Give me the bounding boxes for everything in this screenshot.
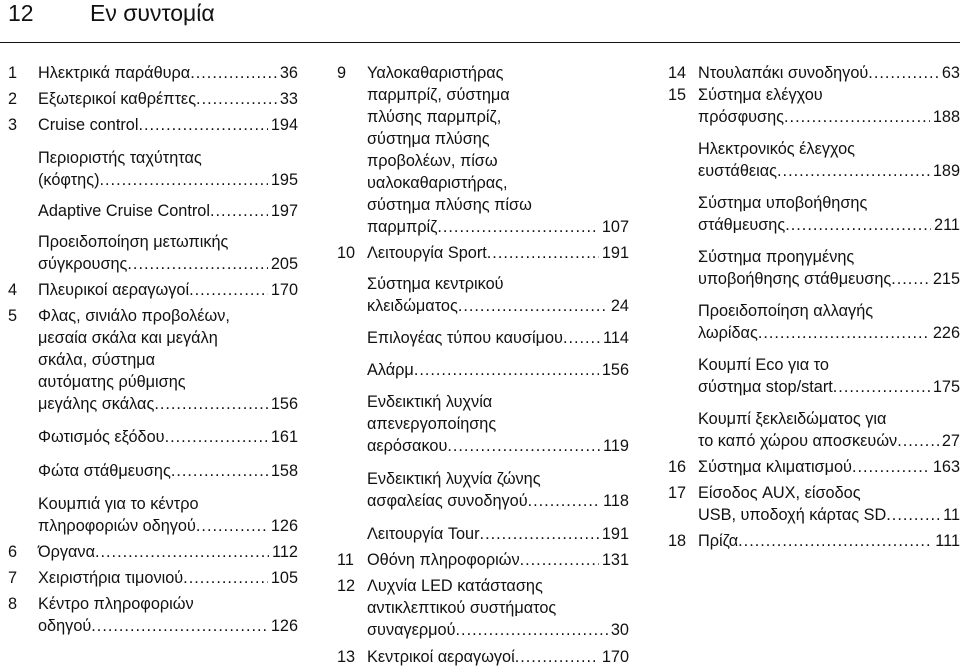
entry-text: κλειδώματος xyxy=(367,297,458,315)
entry-text-line: αυτόματης ρύθμισης xyxy=(38,373,186,391)
page-reference: 170 xyxy=(270,281,298,299)
entry-last-line xyxy=(38,393,298,415)
entry-text-line: μεσαία σκάλα και μεγάλη xyxy=(38,329,218,347)
entry-text-line: απενεργοποίησης xyxy=(367,415,497,433)
item-number: 7 xyxy=(8,569,18,587)
dot-leader xyxy=(784,106,930,128)
page-reference: 170 xyxy=(601,648,629,666)
dot-leader xyxy=(138,114,267,136)
page-reference: 131 xyxy=(601,551,629,569)
index-entry xyxy=(668,84,960,128)
entry-text: Λειτουργία Sport xyxy=(367,244,487,262)
page-reference: 24 xyxy=(610,297,629,315)
dot-leader xyxy=(91,615,268,637)
page-reference: 126 xyxy=(270,517,298,535)
dot-leader xyxy=(897,430,939,452)
index-entry xyxy=(8,305,298,415)
index-entry xyxy=(668,62,960,84)
dot-leader xyxy=(154,393,268,415)
entry-text-line: Σύστημα προηγμένης xyxy=(698,248,855,266)
entry-text: το καπό χώρου αποσκευών xyxy=(698,432,898,450)
dot-leader xyxy=(515,646,599,668)
entry-last-line xyxy=(367,490,629,512)
page-reference: 112 xyxy=(272,543,298,561)
section-title: Εν συντομία xyxy=(90,0,215,26)
entry-text-line: Προειδοποίηση αλλαγής xyxy=(698,302,874,320)
index-column-3 xyxy=(668,62,960,552)
page-reference: 194 xyxy=(270,116,298,134)
entry-text: Κεντρικοί αεραγωγοί xyxy=(367,648,515,666)
entry-last-line xyxy=(367,646,629,668)
entry-last-line xyxy=(698,62,960,84)
item-number: 2 xyxy=(8,90,18,108)
index-entry xyxy=(8,279,298,301)
index-entry xyxy=(8,493,298,537)
entry-last-line xyxy=(38,169,298,191)
page-reference: 156 xyxy=(270,395,298,413)
page-header xyxy=(0,0,960,44)
entry-text: Αλάρμ xyxy=(367,361,414,379)
item-number: 15 xyxy=(668,86,687,104)
entry-text: πληροφοριών οδηγού xyxy=(38,517,196,535)
index-entry xyxy=(668,138,960,182)
entry-text: Adaptive Cruise Control xyxy=(38,202,210,220)
page-reference: 126 xyxy=(270,617,298,635)
index-entry xyxy=(8,231,298,275)
index-column-1 xyxy=(8,62,298,637)
item-number: 10 xyxy=(337,244,356,262)
page-reference: 188 xyxy=(932,108,960,126)
item-number: 3 xyxy=(8,116,18,134)
index-entry xyxy=(8,567,298,589)
entry-last-line xyxy=(698,160,960,182)
entry-last-line xyxy=(367,295,629,317)
entry-last-line xyxy=(698,214,960,236)
index-entry xyxy=(337,549,629,571)
index-entry xyxy=(337,646,629,668)
index-entry xyxy=(337,327,629,349)
dot-leader xyxy=(447,435,600,457)
entry-last-line xyxy=(367,327,629,349)
dot-leader xyxy=(196,515,268,537)
entry-text-line: Φλας, σινιάλο προβολέων, xyxy=(38,307,230,325)
item-number: 18 xyxy=(668,532,687,550)
page-reference: 158 xyxy=(270,462,298,480)
entry-text: Φώτα στάθμευσης xyxy=(38,462,171,480)
dot-leader xyxy=(563,327,600,349)
page-reference: 36 xyxy=(279,64,298,82)
index-entry xyxy=(337,242,629,264)
dot-leader xyxy=(758,322,930,344)
page-reference: 30 xyxy=(610,621,629,639)
entry-last-line xyxy=(38,460,298,482)
entry-text: Όργανα xyxy=(38,543,95,561)
entry-text: σύγκρουσης xyxy=(38,255,128,273)
entry-text: Φωτισμός εξόδου xyxy=(38,428,165,446)
entry-text: Ντουλαπάκι συνοδηγού xyxy=(698,64,869,82)
entry-text-line: Υαλοκαθαριστήρας xyxy=(367,64,504,82)
page-reference: 105 xyxy=(270,569,298,587)
item-number: 6 xyxy=(8,543,18,561)
entry-text: Εξωτερικοί καθρέπτες xyxy=(38,90,197,108)
dot-leader xyxy=(480,523,599,545)
entry-last-line xyxy=(38,541,298,563)
page-reference: 163 xyxy=(932,458,960,476)
entry-text-line: Περιοριστής ταχύτητας xyxy=(38,149,202,167)
entry-last-line xyxy=(38,567,298,589)
entry-text-line: σύστημα πλύσης xyxy=(367,130,490,148)
dot-leader xyxy=(777,160,930,182)
header-rule xyxy=(0,42,960,43)
dot-leader xyxy=(458,295,608,317)
entry-text-line: Κουμπί Eco για το xyxy=(698,356,829,374)
index-entry xyxy=(337,523,629,545)
entry-text: Λειτουργία Tour xyxy=(367,525,480,543)
page-reference: 191 xyxy=(601,244,629,262)
entry-last-line xyxy=(367,242,629,264)
page-reference: 215 xyxy=(932,270,960,288)
dot-leader xyxy=(95,541,269,563)
dot-leader xyxy=(520,549,599,571)
entry-last-line xyxy=(698,106,960,128)
dot-leader xyxy=(100,169,268,191)
dot-leader xyxy=(171,460,268,482)
index-entry xyxy=(8,62,298,84)
entry-last-line xyxy=(698,530,960,552)
page-number: 12 xyxy=(8,0,34,26)
page-reference: 191 xyxy=(601,525,629,543)
entry-last-line xyxy=(38,62,298,84)
index-entry xyxy=(337,359,629,381)
dot-leader xyxy=(210,200,268,222)
entry-text: Cruise control xyxy=(38,116,139,134)
item-number: 5 xyxy=(8,307,18,325)
page-reference: 119 xyxy=(603,437,629,455)
entry-text: μεγάλης σκάλας xyxy=(38,395,155,413)
page-reference: 118 xyxy=(603,492,629,510)
entry-text-line: Ενδεικτική λυχνία ζώνης xyxy=(367,470,541,488)
item-number: 1 xyxy=(8,64,18,82)
page-reference: 211 xyxy=(934,216,960,234)
entry-text-line: Λυχνία LED κατάστασης xyxy=(367,577,543,595)
item-number: 9 xyxy=(337,64,347,82)
page-reference: 33 xyxy=(279,90,298,108)
item-number: 13 xyxy=(337,648,356,666)
dot-leader xyxy=(886,504,940,526)
entry-last-line xyxy=(367,435,629,457)
entry-text: ασφαλείας συνοδηγού xyxy=(367,492,528,510)
entry-text-line: Είσοδος AUX, είσοδος xyxy=(698,484,861,502)
dot-leader xyxy=(196,88,277,110)
entry-text-line: Σύστημα υποβοήθησης xyxy=(698,194,868,212)
index-entry xyxy=(8,88,298,110)
index-entry xyxy=(337,391,629,457)
page-reference: 114 xyxy=(603,329,629,347)
index-entry xyxy=(668,408,960,452)
dot-leader xyxy=(487,242,599,264)
entry-last-line xyxy=(698,504,960,526)
entry-last-line xyxy=(38,88,298,110)
entry-text-line: πλύσης παρμπρίζ, xyxy=(367,108,502,126)
dot-leader xyxy=(414,359,599,381)
page-reference: 226 xyxy=(932,324,960,342)
entry-last-line xyxy=(38,615,298,637)
entry-text-line: αντικλεπτικού συστήματος xyxy=(367,599,557,617)
page-reference: 156 xyxy=(601,361,629,379)
dot-leader xyxy=(738,530,932,552)
entry-last-line xyxy=(38,279,298,301)
entry-last-line xyxy=(38,114,298,136)
index-column-2 xyxy=(337,62,629,668)
index-entry xyxy=(668,482,960,526)
index-entry xyxy=(668,530,960,552)
dot-leader xyxy=(852,456,930,478)
page-reference: 197 xyxy=(270,202,298,220)
index-entry xyxy=(8,541,298,563)
entry-text: στάθμευσης xyxy=(698,216,786,234)
entry-text-line: Προειδοποίηση μετωπικής xyxy=(38,233,229,251)
dot-leader xyxy=(190,62,277,84)
index-entry xyxy=(337,273,629,317)
item-number: 16 xyxy=(668,458,687,476)
entry-last-line xyxy=(367,359,629,381)
entry-text: αερόσακου xyxy=(367,437,448,455)
entry-text: λωρίδας xyxy=(698,324,758,342)
entry-last-line xyxy=(38,200,298,222)
index-entry xyxy=(8,460,298,482)
entry-text-line: Σύστημα ελέγχου xyxy=(698,86,823,104)
page-reference: 63 xyxy=(941,64,960,82)
entry-text: Σύστημα κλιματισμού xyxy=(698,458,852,476)
item-number: 11 xyxy=(337,551,354,569)
item-number: 14 xyxy=(668,64,687,82)
entry-text-line: Ενδεικτική λυχνία xyxy=(367,393,493,411)
entry-last-line xyxy=(38,253,298,275)
entry-last-line xyxy=(367,619,629,641)
dot-leader xyxy=(189,279,268,301)
index-entry xyxy=(8,114,298,136)
index-entry xyxy=(668,354,960,398)
entry-last-line xyxy=(698,322,960,344)
dot-leader xyxy=(437,216,598,238)
entry-text: ευστάθειας xyxy=(698,162,778,180)
entry-text: Ηλεκτρικά παράθυρα xyxy=(38,64,191,82)
page-reference: 11 xyxy=(943,506,960,524)
index-entry xyxy=(8,426,298,448)
entry-text: παρμπρίζ xyxy=(367,218,438,236)
index-entry xyxy=(668,300,960,344)
index-entry xyxy=(668,192,960,236)
entry-text: οδηγού xyxy=(38,617,92,635)
dot-leader xyxy=(456,619,608,641)
dot-leader xyxy=(183,567,268,589)
entry-last-line xyxy=(367,216,629,238)
entry-text: Χειριστήρια τιμονιού xyxy=(38,569,184,587)
entry-text: υποβοήθησης στάθμευσης xyxy=(698,270,892,288)
entry-last-line xyxy=(38,515,298,537)
entry-text: Πρίζα xyxy=(698,532,739,550)
index-entry xyxy=(337,62,629,238)
index-entry xyxy=(337,468,629,512)
index-entry xyxy=(8,200,298,222)
page-reference: 27 xyxy=(941,432,960,450)
index-entry xyxy=(8,147,298,191)
entry-last-line xyxy=(38,426,298,448)
page-reference: 107 xyxy=(601,218,629,236)
item-number: 12 xyxy=(337,577,356,595)
page-reference: 111 xyxy=(935,532,960,550)
entry-text-line: σύστημα πλύσης πίσω xyxy=(367,196,532,214)
entry-last-line xyxy=(367,523,629,545)
dot-leader xyxy=(528,490,600,512)
entry-text: USB, υποδοχή κάρτας SD xyxy=(698,506,887,524)
entry-text-line: υαλοκαθαριστήρας, xyxy=(367,174,508,192)
dot-leader xyxy=(165,426,268,448)
dot-leader xyxy=(127,253,267,275)
entry-text-line: Κουμπιά για το κέντρο xyxy=(38,495,199,513)
item-number: 4 xyxy=(8,281,18,299)
entry-text: Επιλογέας τύπου καυσίμου xyxy=(367,329,563,347)
index-entry xyxy=(8,593,298,637)
entry-text-line: Κέντρο πληροφοριών xyxy=(38,595,194,613)
entry-text-line: Κουμπί ξεκλειδώματος για xyxy=(698,410,887,428)
item-number: 8 xyxy=(8,595,18,613)
entry-text-line: προβολέων, πίσω xyxy=(367,152,498,170)
entry-text: πρόσφυσης xyxy=(698,108,785,126)
item-number: 17 xyxy=(668,484,687,502)
entry-last-line xyxy=(698,376,960,398)
page-reference: 175 xyxy=(932,378,960,396)
page-reference: 161 xyxy=(270,428,298,446)
dot-leader xyxy=(785,214,931,236)
dot-leader xyxy=(868,62,939,84)
page-reference: 205 xyxy=(270,255,298,273)
entry-last-line xyxy=(367,549,629,571)
entry-text-line: σκάλα, σύστημα xyxy=(38,351,156,369)
entry-text-line: Σύστημα κεντρικού xyxy=(367,275,504,293)
entry-last-line xyxy=(698,268,960,290)
entry-text: σύστημα stop/start xyxy=(698,378,833,396)
page-reference: 195 xyxy=(270,171,298,189)
entry-text-line: Ηλεκτρονικός έλεγχος xyxy=(698,140,855,158)
dot-leader xyxy=(891,268,930,290)
entry-text: συναγερμού xyxy=(367,621,456,639)
index-entry xyxy=(668,246,960,290)
entry-text: (κόφτης) xyxy=(38,171,100,189)
entry-text: Οθόνη πληροφοριών xyxy=(367,551,520,569)
index-entry xyxy=(668,456,960,478)
dot-leader xyxy=(833,376,930,398)
entry-text: Πλευρικοί αεραγωγοί xyxy=(38,281,190,299)
page-reference: 189 xyxy=(932,162,960,180)
index-entry xyxy=(337,575,629,641)
entry-last-line xyxy=(698,430,960,452)
entry-last-line xyxy=(698,456,960,478)
entry-text-line: παρμπρίζ, σύστημα xyxy=(367,86,510,104)
